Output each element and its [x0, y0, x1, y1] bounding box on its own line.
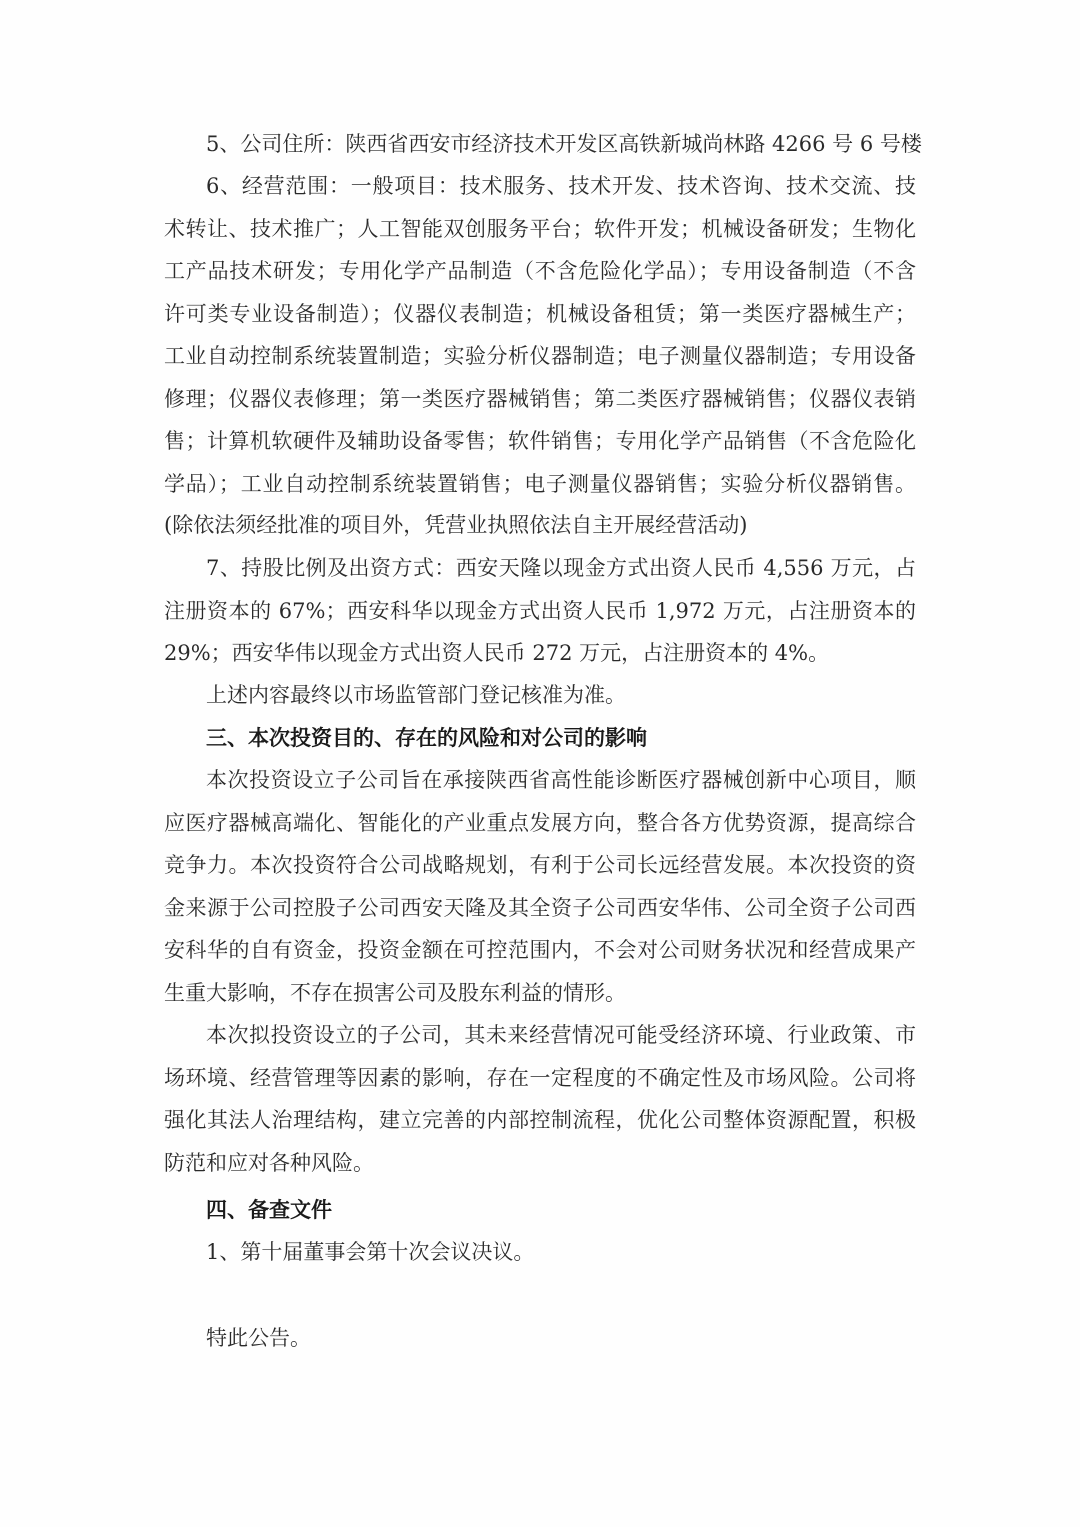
business-scope-line: 工产品技术研发；专用化学产品制造（不含危险化学品）；专用设备制造（不含	[164, 259, 916, 283]
business-scope-line: 许可类专业设备制造）；仪器仪表制造；机械设备租赁；第一类医疗器械生产；	[164, 302, 916, 326]
company-address-line: 5、公司住所：陕西省西安市经济技术开发区高铁新城尚林路 4266 号 6 号楼	[206, 132, 922, 156]
business-scope-line: 工业自动控制系统装置制造；实验分析仪器制造；电子测量仪器制造；专用设备	[164, 344, 916, 368]
business-scope-line: 学品）；工业自动控制系统装置销售；电子测量仪器销售；实验分析仪器销售。	[164, 472, 916, 496]
section-3-heading: 三、本次投资目的、存在的风险和对公司的影响	[206, 726, 647, 750]
investment-purpose-line: 本次投资设立子公司旨在承接陕西省高性能诊断医疗器械创新中心项目，顺	[206, 768, 916, 792]
investment-purpose-line: 金来源于公司控股子公司西安天隆及其全资子公司西安华伟、公司全资子公司西	[164, 896, 916, 920]
investment-purpose-line: 安科华的自有资金，投资金额在可控范围内，不会对公司财务状况和经营成果产	[164, 938, 916, 962]
reference-document-item: 1、第十届董事会第十次会议决议。	[206, 1240, 535, 1264]
business-scope-line: 6、经营范围：一般项目：技术服务、技术开发、技术咨询、技术交流、技	[206, 174, 916, 198]
investment-purpose-line: 生重大影响，不存在损害公司及股东利益的情形。	[164, 981, 626, 1005]
investment-purpose-line: 应医疗器械高端化、智能化的产业重点发展方向，整合各方优势资源，提高综合	[164, 811, 916, 835]
business-scope-line: 修理；仪器仪表修理；第一类医疗器械销售；第二类医疗器械销售；仪器仪表销	[164, 387, 916, 411]
risk-line: 防范和应对各种风险。	[164, 1151, 374, 1175]
shareholding-line: 7、持股比例及出资方式：西安天隆以现金方式出资人民币 4,556 万元，占	[206, 556, 916, 580]
risk-line: 强化其法人治理结构，建立完善的内部控制流程，优化公司整体资源配置，积极	[164, 1108, 916, 1132]
investment-purpose-line: 竞争力。本次投资符合公司战略规划，有利于公司长远经营发展。本次投资的资	[164, 853, 916, 877]
shareholding-line: 29%；西安华伟以现金方式出资人民币 272 万元，占注册资本的 4%。	[164, 641, 830, 665]
registration-note: 上述内容最终以市场监管部门登记核准为准。	[206, 683, 626, 707]
risk-line: 本次拟投资设立的子公司，其未来经营情况可能受经济环境、行业政策、市	[206, 1023, 916, 1047]
business-scope-line: 售；计算机软硬件及辅助设备零售；软件销售；专用化学产品销售（不含危险化	[164, 429, 916, 453]
section-4-heading: 四、备查文件	[206, 1198, 332, 1222]
business-scope-line: 术转让、技术推广；人工智能双创服务平台；软件开发；机械设备研发；生物化	[164, 217, 916, 241]
risk-line: 场环境、经营管理等因素的影响，存在一定程度的不确定性及市场风险。公司将	[164, 1066, 916, 1090]
closing-statement: 特此公告。	[206, 1326, 311, 1350]
business-scope-note: (除依法须经批准的项目外，凭营业执照依法自主开展经营活动)	[164, 513, 748, 537]
shareholding-line: 注册资本的 67%；西安科华以现金方式出资人民币 1,972 万元，占注册资本的	[164, 599, 916, 623]
